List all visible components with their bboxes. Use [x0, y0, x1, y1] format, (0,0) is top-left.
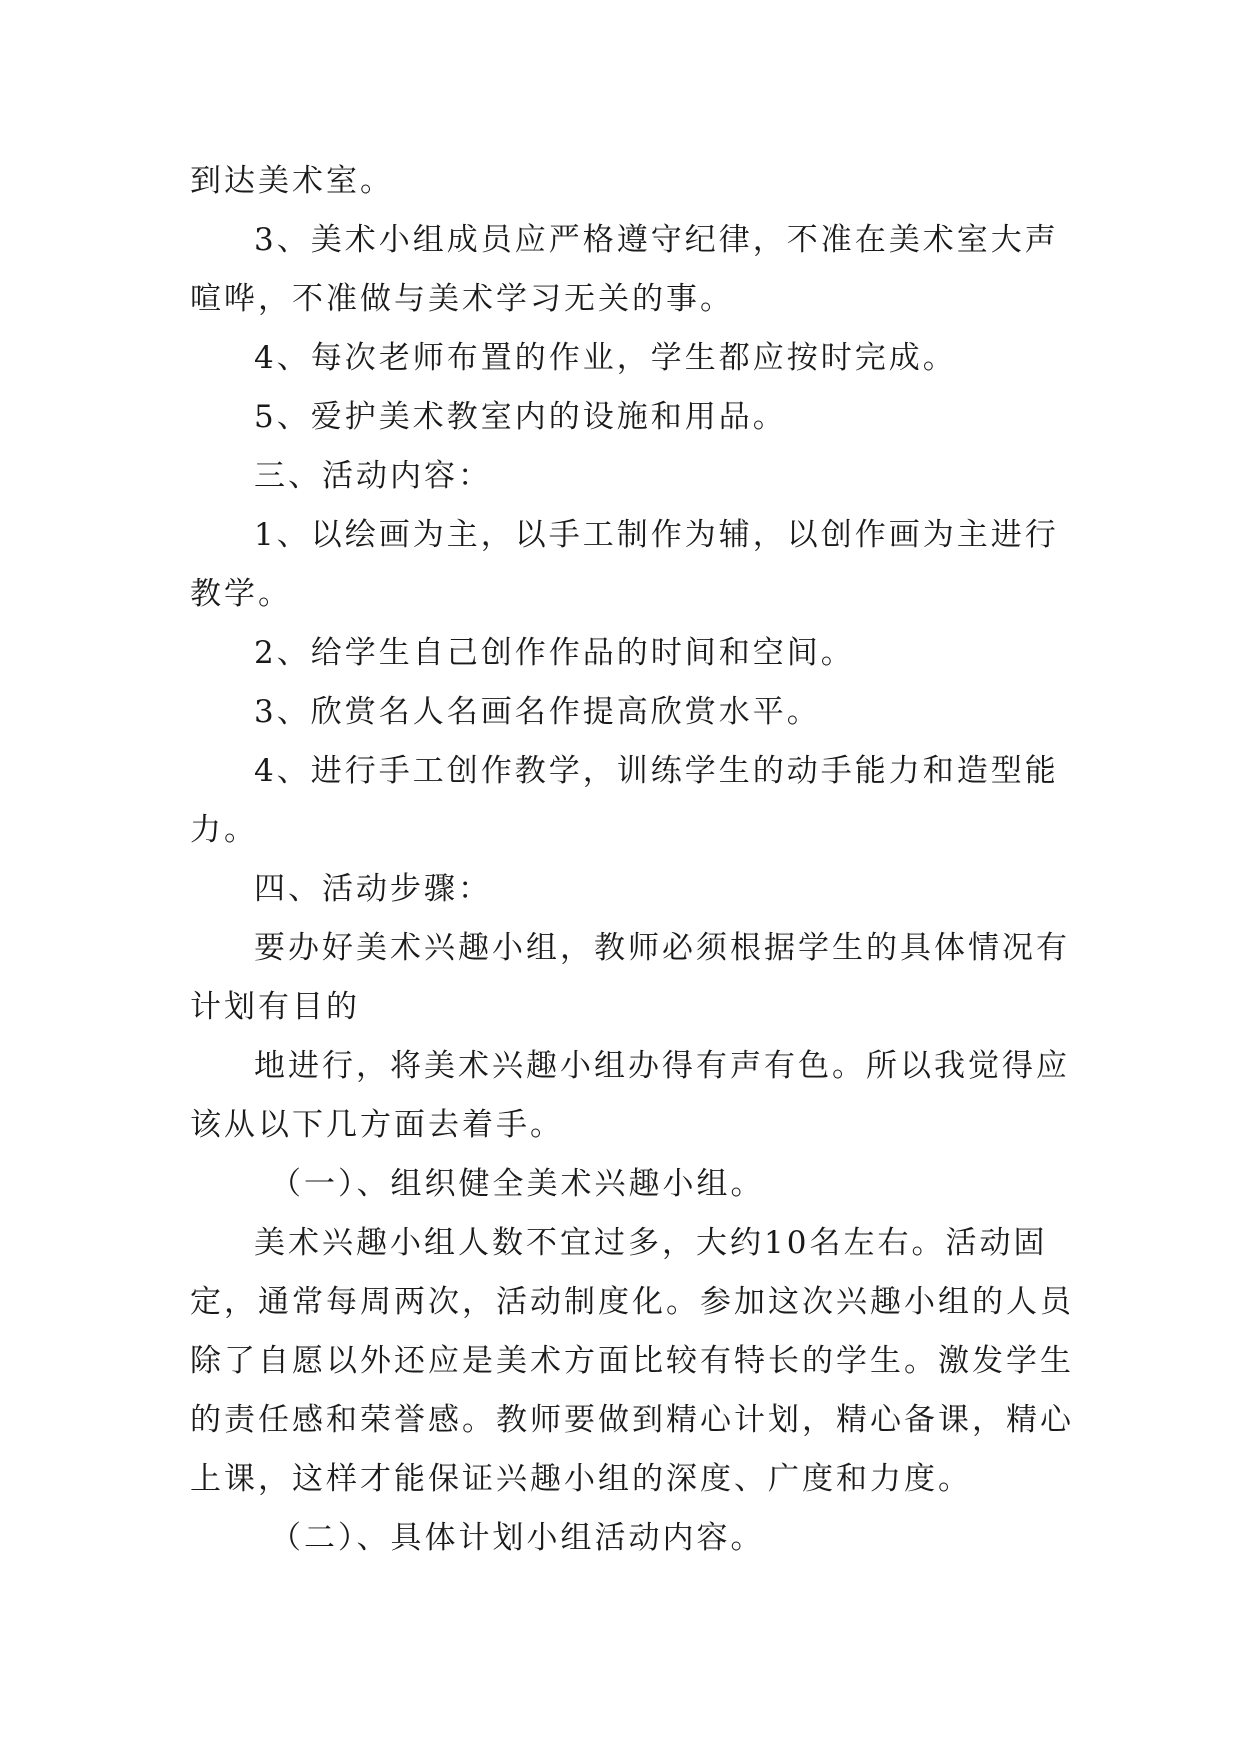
text-line: 4、每次老师布置的作业，学生都应按时完成。 — [254, 340, 957, 376]
text-line: 力。 — [190, 812, 258, 848]
text-line: 定，通常每周两次，活动制度化。参加这次兴趣小组的人员 — [190, 1284, 1074, 1320]
text-line: 上课，这样才能保证兴趣小组的深度、广度和力度。 — [190, 1461, 972, 1497]
text-line: 要办好美术兴趣小组，教师必须根据学生的具体情况有 — [254, 930, 1070, 966]
section-heading: 三、活动内容： — [254, 458, 492, 494]
text-line: 教学。 — [190, 576, 292, 612]
subsection-heading: （二）、具体计划小组活动内容。 — [270, 1520, 765, 1556]
text-line: 美术兴趣小组人数不宜过多，大约10名左右。活动固 — [254, 1225, 1048, 1261]
text-line: 除了自愿以外还应是美术方面比较有特长的学生。激发学生 — [190, 1343, 1074, 1379]
document-body — [190, 152, 1074, 1568]
text-line: 喧哗，不准做与美术学习无关的事。 — [190, 281, 734, 317]
text-line: 该从以下几方面去着手。 — [190, 1107, 564, 1143]
text-line: 地进行，将美术兴趣小组办得有声有色。所以我觉得应 — [254, 1048, 1070, 1084]
text-line: 2、给学生自己创作作品的时间和空间。 — [254, 635, 855, 671]
text-line: 到达美术室。 — [190, 163, 394, 199]
text-line: 3、欣赏名人名画名作提高欣赏水平。 — [254, 694, 821, 730]
text-line: 4、进行手工创作教学，训练学生的动手能力和造型能 — [254, 753, 1059, 789]
text-line: 的责任感和荣誉感。教师要做到精心计划，精心备课，精心 — [190, 1402, 1074, 1438]
text-line: 3、美术小组成员应严格遵守纪律，不准在美术室大声 — [254, 222, 1059, 258]
text-line: 5、爱护美术教室内的设施和用品。 — [254, 399, 787, 435]
section-heading: 四、活动步骤： — [254, 871, 492, 907]
text-line: 1、以绘画为主，以手工制作为辅，以创作画为主进行 — [254, 517, 1059, 553]
text-line: 计划有目的 — [190, 989, 360, 1025]
subsection-heading: （一）、组织健全美术兴趣小组。 — [270, 1166, 765, 1202]
